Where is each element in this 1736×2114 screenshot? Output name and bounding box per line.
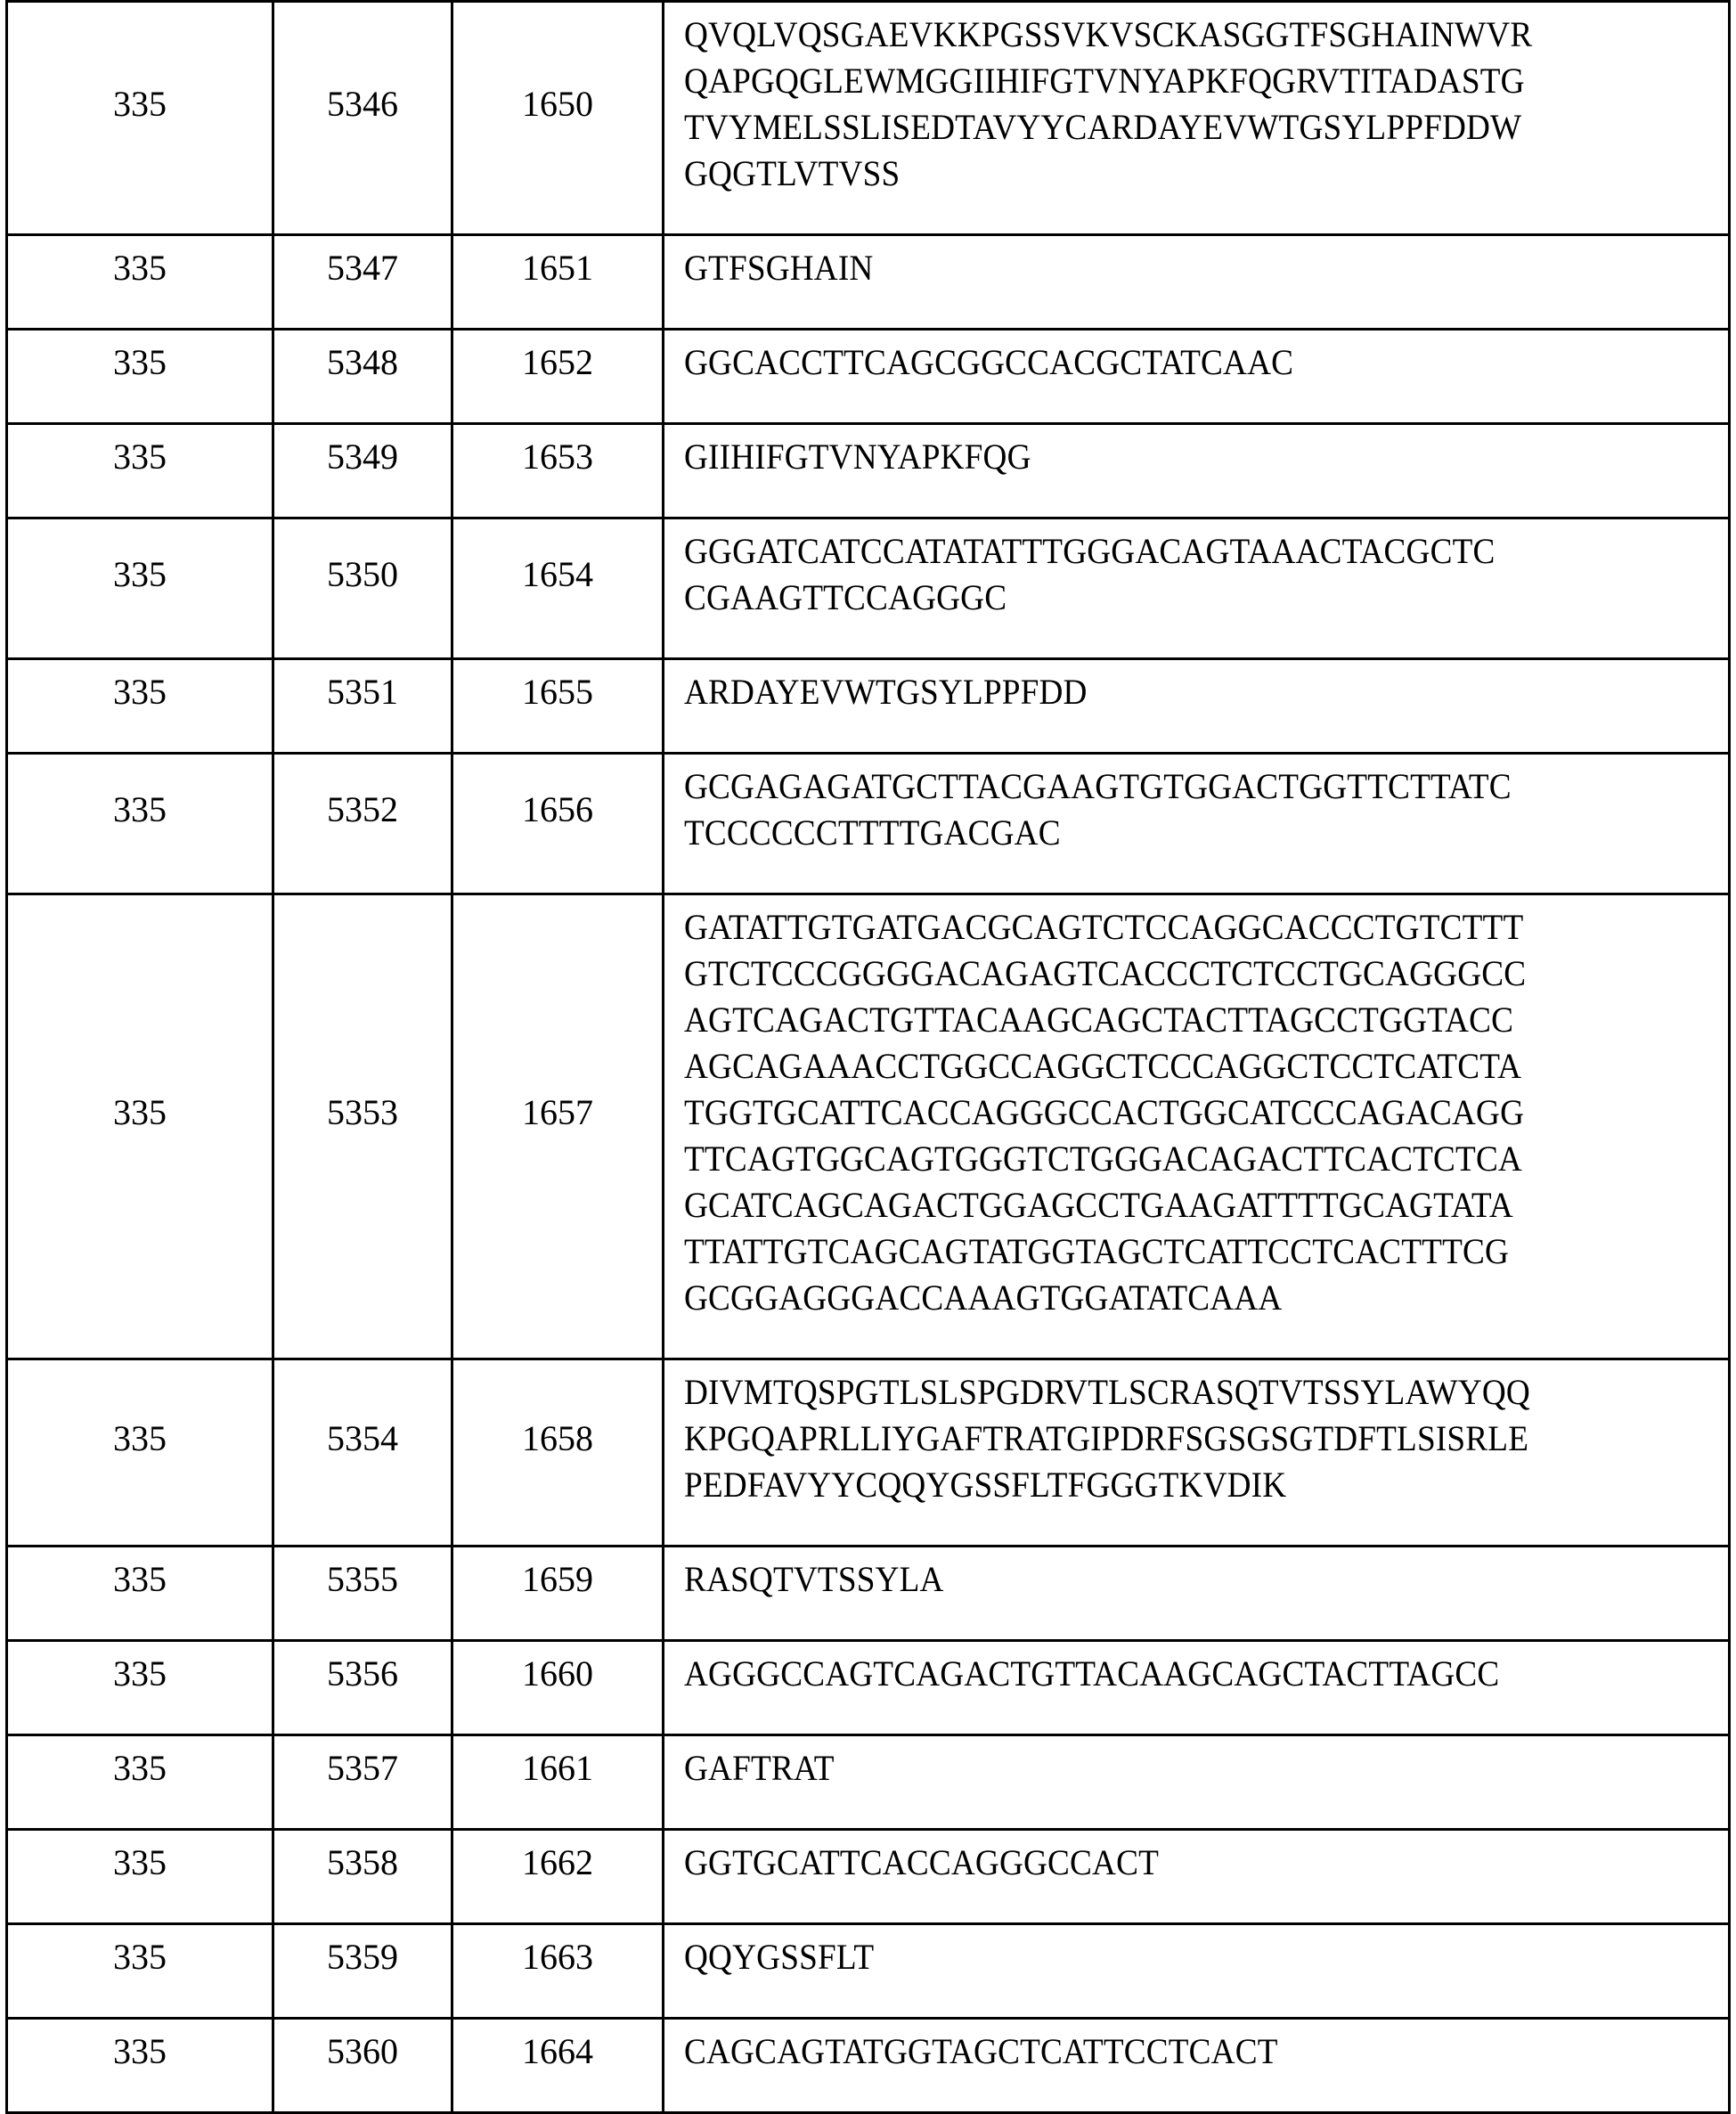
cell-col1: 335: [7, 2, 273, 235]
cell-col3: 1662: [452, 1830, 664, 1924]
table-row: [7, 424, 1730, 518]
cell-col3: 1655: [452, 659, 664, 754]
sequence-line: AGCAGAAACCTGGCCAGGCTCCCAGGCTCCTCATCTA: [684, 1043, 1655, 1090]
table-row: [7, 894, 1730, 1359]
sequence-line: QAPGQGLEWMGGIIHIFGTVNYAPKFQGRVTITADASTG: [684, 58, 1655, 104]
cell-col2: 5358: [273, 1830, 452, 1924]
cell-col2: 5351: [273, 659, 452, 754]
cell-col3: 1651: [452, 235, 664, 330]
cell-col1: 335: [7, 1641, 273, 1735]
cell-col3: 1654: [452, 518, 664, 659]
cell-col2: 5354: [273, 1359, 452, 1547]
cell-col2: 5357: [273, 1735, 452, 1830]
cell-sequence: [664, 1359, 1730, 1547]
cell-sequence: [664, 518, 1730, 659]
sequence-line: GTCTCCCGGGGACAGAGTCACCCTCTCCTGCAGGGCC: [684, 951, 1655, 997]
sequence-line: GGGATCATCCATATATTTGGGACAGTAAACTACGCTC: [684, 528, 1655, 575]
sequence-line: GCATCAGCAGACTGGAGCCTGAAGATTTTGCAGTATA: [684, 1182, 1655, 1228]
table-row: [7, 1359, 1730, 1547]
cell-col3: 1659: [452, 1547, 664, 1641]
sequence-line: QQYGSSFLT: [684, 1934, 1655, 1980]
cell-col2: 5350: [273, 518, 452, 659]
table-row: [7, 518, 1730, 659]
cell-sequence: [664, 659, 1730, 754]
cell-col1: 335: [7, 754, 273, 894]
sequence-line: QVQLVQSGAEVKKPGSSVKVSCKASGGTFSGHAINWVR: [684, 12, 1655, 58]
cell-sequence: [664, 1547, 1730, 1641]
cell-col3: 1652: [452, 330, 664, 424]
cell-col2: 5355: [273, 1547, 452, 1641]
table-row: [7, 1735, 1730, 1830]
table-row: [7, 659, 1730, 754]
cell-sequence: [664, 235, 1730, 330]
cell-col2: 5360: [273, 2019, 452, 2113]
cell-col3: 1661: [452, 1735, 664, 1830]
cell-sequence: [664, 894, 1730, 1359]
sequence-line: CGAAGTTCCAGGGC: [684, 575, 1655, 621]
table-row: [7, 1641, 1730, 1735]
cell-col1: 335: [7, 330, 273, 424]
cell-col2: 5352: [273, 754, 452, 894]
sequence-line: GGCACCTTCAGCGGCCACGCTATCAAC: [684, 339, 1655, 386]
cell-sequence: [664, 2, 1730, 235]
table-row: [7, 235, 1730, 330]
table-body: [7, 2, 1730, 2113]
table-row: [7, 330, 1730, 424]
cell-col1: 335: [7, 518, 273, 659]
cell-col2: 5348: [273, 330, 452, 424]
cell-col2: 5356: [273, 1641, 452, 1735]
sequence-line: GGTGCATTCACCAGGGCCACT: [684, 1840, 1655, 1886]
sequence-line: AGGGCCAGTCAGACTGTTACAAGCAGCTACTTAGCC: [684, 1651, 1655, 1697]
sequence-line: GATATTGTGATGACGCAGTCTCCAGGCACCCTGTCTTT: [684, 904, 1655, 951]
cell-sequence: [664, 2019, 1730, 2113]
sequence-line: ARDAYEVWTGSYLPPFDD: [684, 669, 1655, 715]
cell-col3: 1653: [452, 424, 664, 518]
sequence-line: GAFTRAT: [684, 1745, 1655, 1792]
cell-col1: 335: [7, 1924, 273, 2019]
cell-sequence: [664, 424, 1730, 518]
cell-col2: 5346: [273, 2, 452, 235]
table-row: [7, 1830, 1730, 1924]
sequence-line: TCCCCCCTTTTGACGAC: [684, 810, 1655, 856]
cell-sequence: [664, 1641, 1730, 1735]
sequence-line: AGTCAGACTGTTACAAGCAGCTACTTAGCCTGGTACC: [684, 997, 1655, 1043]
cell-col2: 5359: [273, 1924, 452, 2019]
cell-col1: 335: [7, 1830, 273, 1924]
cell-col1: 335: [7, 1735, 273, 1830]
table-row: [7, 1547, 1730, 1641]
sequence-line: GTFSGHAIN: [684, 245, 1655, 291]
cell-col2: 5347: [273, 235, 452, 330]
cell-col1: 335: [7, 1359, 273, 1547]
cell-col3: 1658: [452, 1359, 664, 1547]
cell-col2: 5353: [273, 894, 452, 1359]
cell-col1: 335: [7, 424, 273, 518]
cell-sequence: [664, 754, 1730, 894]
sequence-line: RASQTVTSSYLA: [684, 1556, 1655, 1603]
cell-col1: 335: [7, 659, 273, 754]
sequence-line: TTCAGTGGCAGTGGGTCTGGGACAGACTTCACTCTCA: [684, 1136, 1655, 1182]
sequence-line: TGGTGCATTCACCAGGGCCACTGGCATCCCAGACAGG: [684, 1090, 1655, 1136]
cell-col3: 1650: [452, 2, 664, 235]
sequence-line: GIIHIFGTVNYAPKFQG: [684, 434, 1655, 480]
sequence-table: [5, 0, 1731, 2114]
sequence-line: PEDFAVYYCQQYGSSFLTFGGGTKVDIK: [684, 1462, 1655, 1508]
sequence-line: GCGGAGGGACCAAAGTGGATATCAAA: [684, 1275, 1655, 1321]
cell-col3: 1660: [452, 1641, 664, 1735]
sequence-line: TTATTGTCAGCAGTATGGTAGCTCATTCCTCACTTTCG: [684, 1228, 1655, 1275]
sequence-line: CAGCAGTATGGTAGCTCATTCCTCACT: [684, 2028, 1655, 2075]
sequence-line: GCGAGAGATGCTTACGAAGTGTGGACTGGTTCTTATC: [684, 763, 1655, 810]
sequence-line: KPGQAPRLLIYGAFTRATGIPDRFSGSGSGTDFTLSISRLE: [684, 1416, 1655, 1462]
cell-col3: 1657: [452, 894, 664, 1359]
table-row: [7, 2019, 1730, 2113]
cell-col1: 335: [7, 2019, 273, 2113]
cell-sequence: [664, 1924, 1730, 2019]
cell-col3: 1664: [452, 2019, 664, 2113]
sequence-line: DIVMTQSPGTLSLSPGDRVTLSCRASQTVTSSYLAWYQQ: [684, 1369, 1655, 1416]
table-row: [7, 754, 1730, 894]
cell-col1: 335: [7, 894, 273, 1359]
cell-sequence: [664, 1735, 1730, 1830]
cell-sequence: [664, 330, 1730, 424]
cell-sequence: [664, 1830, 1730, 1924]
cell-col1: 335: [7, 1547, 273, 1641]
cell-col1: 335: [7, 235, 273, 330]
cell-col3: 1663: [452, 1924, 664, 2019]
cell-col2: 5349: [273, 424, 452, 518]
table-row: [7, 1924, 1730, 2019]
cell-col3: 1656: [452, 754, 664, 894]
sequence-line: GQGTLVTVSS: [684, 151, 1655, 197]
sequence-line: TVYMELSSLISEDTAVYYCARDAYEVWTGSYLPPFDDW: [684, 104, 1655, 151]
table-row: [7, 2, 1730, 235]
